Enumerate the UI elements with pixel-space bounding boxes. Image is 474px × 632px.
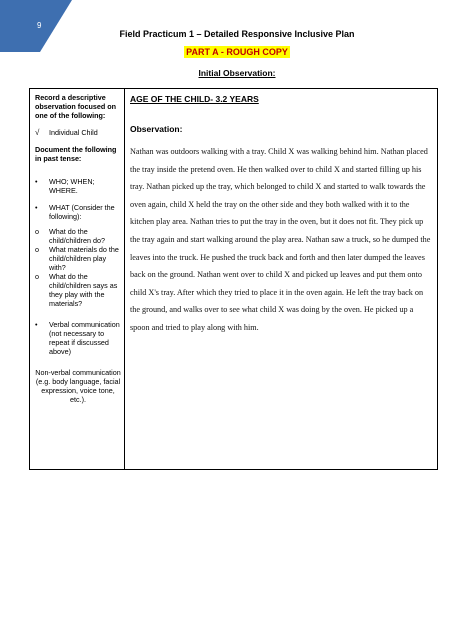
sub-bullet-text: What materials do the child/children play with? [49, 245, 119, 272]
instructions-column [30, 89, 124, 404]
sub-bullet-text: What do the child/children says as they play with the materials? [49, 272, 118, 308]
observation-label: Observation: [130, 124, 183, 134]
sub-bullet-item [35, 227, 121, 245]
page-number: 9 [37, 21, 42, 30]
bullet-icon: • [35, 203, 38, 212]
bullet-text: Verbal communication (not necessary to repeat if discussed above) [49, 320, 120, 356]
check-mark-icon: √ [35, 128, 40, 137]
check-item [35, 128, 121, 137]
nonverbal-text: Non-verbal communication (e.g. body language, facial expression, voice tone, etc.). [35, 368, 121, 404]
bullet-text: WHO; WHEN; WHERE. [49, 177, 95, 195]
document-heading: Document the following in past tense: [35, 145, 117, 163]
bullet-icon: • [35, 177, 38, 186]
sub-bullet-icon: o [35, 272, 39, 281]
observation-table [29, 88, 438, 470]
observation-column [125, 89, 437, 337]
instruction-text: Record a descriptive observation focused on one of the following: [35, 93, 117, 120]
child-age: AGE OF THE CHILD- 3.2 YEARS [130, 94, 259, 104]
bullet-item [35, 177, 121, 195]
bullet-item [35, 320, 121, 356]
check-item-label: Individual Child [49, 128, 98, 137]
document-subtitle: PART A - ROUGH COPY [186, 47, 288, 57]
sub-bullet-item [35, 272, 121, 308]
bullet-item [35, 203, 121, 221]
sub-bullet-text: What do the child/children do? [49, 227, 105, 245]
document-title: Field Practicum 1 – Detailed Responsive Inclusive Plan [119, 29, 355, 39]
sub-bullet-icon: o [35, 245, 39, 254]
observation-text: Nathan was outdoors walking with a tray. Child X was walking behind him. Nathan placed the tray inside the pretend oven. He then walked over to child X and started filling up his tray. Nathan picked up the tray, which belonged to child X and started to walk towards the oven again, child X held the tray on the other side and they both walked with it to the kitchen play area. Nathan tries to put the tray in the oven, but it does not fit. They pick up the tray again and start walking around the play area. Nathan saw a truck, so he dumped the leaves into the truck. He pushed the truck back and forth and then later dumped the leaves back on the ground. Nathan went over to child X and picked up leaves and put them onto child X's tray. After which they tried to place it in the oven again. He left the tray back on the ground, and walks over to see what child X was doing by the oven. He picked up a spoon and tried to play along with him. [130, 147, 431, 332]
observation-heading: Initial Observation: [198, 68, 276, 78]
bullet-text: WHAT (Consider the following): [49, 203, 115, 221]
sub-bullet-item [35, 245, 121, 272]
sub-bullet-icon: o [35, 227, 39, 236]
bullet-icon: • [35, 320, 38, 329]
subtitle-wrap [0, 42, 474, 60]
